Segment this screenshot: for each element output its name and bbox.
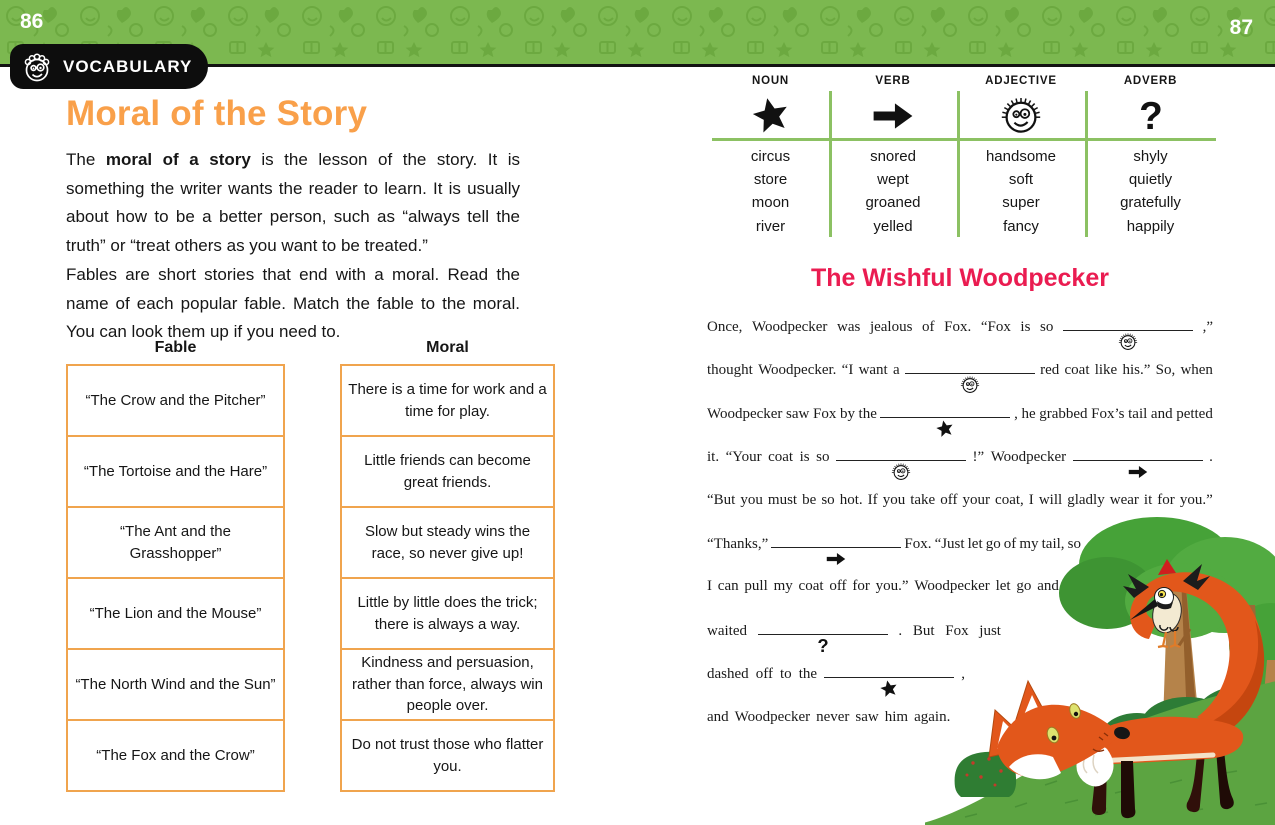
story-word: “But bbox=[707, 491, 736, 508]
intro-lead: The bbox=[66, 150, 106, 169]
story-word: wear bbox=[1109, 491, 1139, 508]
fox-woodpecker-illustration bbox=[925, 505, 1275, 825]
story-word: Fox bbox=[812, 405, 837, 422]
story-word: by bbox=[839, 405, 855, 422]
story-word: can bbox=[717, 578, 739, 595]
smiley-face-icon bbox=[891, 462, 911, 482]
story-word: Woodpecker. bbox=[758, 362, 837, 379]
story-word: Fox. bbox=[944, 319, 972, 335]
word-bank-word: fancy bbox=[1003, 217, 1039, 235]
moral-cell[interactable]: Kindness and persuasion, rather than force, always win people over. bbox=[340, 648, 555, 721]
story-word: just bbox=[979, 622, 1001, 639]
word-bank-word: shyly bbox=[1133, 148, 1168, 165]
story-word: be bbox=[802, 491, 817, 508]
fill-in-blank-verb[interactable] bbox=[771, 535, 901, 548]
story-word: I bbox=[1028, 491, 1034, 508]
story-word: was bbox=[837, 319, 861, 335]
fill-in-blank-adjective[interactable] bbox=[905, 361, 1035, 374]
moral-cell[interactable]: Little friends can become great friends. bbox=[340, 435, 555, 508]
fill-in-blank-adjective[interactable] bbox=[836, 448, 966, 461]
moral-column-header: Moral bbox=[426, 339, 469, 356]
story-word: coat bbox=[1064, 362, 1090, 379]
story-word: my bbox=[1019, 535, 1039, 552]
story-word: for bbox=[1157, 491, 1175, 508]
story-word: take bbox=[910, 491, 936, 508]
story-word: of bbox=[1003, 535, 1017, 552]
story-word: want bbox=[858, 362, 888, 379]
story-word: for bbox=[852, 578, 870, 595]
story-word: Fox. bbox=[904, 535, 932, 552]
story-word: so bbox=[1067, 535, 1081, 552]
story-word: of bbox=[922, 319, 935, 335]
story-word: “I bbox=[841, 362, 854, 379]
story-word: never bbox=[816, 708, 850, 725]
story-word: , bbox=[961, 666, 965, 683]
story-word: “Thanks,” bbox=[707, 535, 769, 552]
word-bank-label: ADVERB bbox=[1123, 75, 1178, 87]
page-number-left: 86 bbox=[20, 10, 44, 33]
question-mark-icon bbox=[1085, 93, 1216, 138]
story-word: again. bbox=[914, 708, 951, 725]
story-word: will bbox=[1038, 491, 1063, 508]
story-word: let bbox=[967, 535, 983, 552]
story-word: Woodpecker bbox=[990, 449, 1067, 466]
word-bank-word: store bbox=[753, 171, 788, 189]
word-bank-word: gratefully bbox=[1120, 194, 1181, 212]
story-word: and bbox=[1150, 405, 1173, 422]
story-line bbox=[707, 405, 1213, 448]
story-word: gladly bbox=[1067, 491, 1105, 508]
story-word: Woodpecker bbox=[914, 578, 990, 595]
story-word: you bbox=[882, 491, 906, 508]
arrow-icon bbox=[1128, 462, 1148, 482]
word-bank-column bbox=[1085, 75, 1216, 238]
page-number-right: 87 bbox=[1229, 16, 1253, 39]
word-bank-word: river bbox=[755, 217, 786, 235]
story-word: “Fox bbox=[980, 319, 1011, 335]
story-line bbox=[707, 708, 951, 752]
svg-text:?: ? bbox=[817, 635, 829, 656]
story-word: Woodpecker bbox=[752, 319, 828, 335]
story-line bbox=[707, 318, 1213, 361]
fable-column bbox=[66, 364, 285, 792]
moral-cell[interactable]: Little by little does the trick; there is always a way. bbox=[340, 577, 555, 650]
story-word: hot. bbox=[839, 491, 863, 508]
story-word: So, bbox=[1155, 362, 1176, 379]
story-word: Woodpecker bbox=[734, 708, 811, 725]
page-right bbox=[650, 0, 1275, 825]
story-word: my bbox=[773, 578, 793, 595]
instructions-paragraph: Fables are short stories that end with a moral. Read the name of each popular fable. Match the fable to the moral. You can look them up if you need to. bbox=[66, 265, 520, 341]
question-mark-icon bbox=[813, 636, 833, 656]
word-bank-word: snored bbox=[870, 148, 916, 165]
moral-cell[interactable]: Slow but steady wins the race, so never give up! bbox=[340, 506, 555, 579]
fable-cell[interactable]: “The Fox and the Crow” bbox=[66, 719, 285, 792]
word-bank-word: super bbox=[1002, 194, 1040, 212]
story-word: your bbox=[962, 491, 990, 508]
word-bank-word: quietly bbox=[1128, 171, 1173, 189]
story-word: is bbox=[799, 449, 810, 466]
story-word: tail, bbox=[1041, 535, 1065, 552]
story-word: jealous bbox=[869, 319, 913, 335]
story-word: red bbox=[1040, 362, 1060, 379]
story-word: you bbox=[740, 491, 763, 508]
vocabulary-badge bbox=[10, 44, 208, 89]
badge-label: VOCABULARY bbox=[63, 56, 193, 76]
fill-in-blank-verb[interactable] bbox=[1073, 448, 1203, 461]
story-word: . bbox=[898, 622, 903, 639]
story-word: , bbox=[1014, 405, 1018, 422]
moral-cell[interactable]: Do not trust those who flatter you. bbox=[340, 719, 555, 792]
intro-paragraph bbox=[66, 146, 520, 260]
moral-cell[interactable]: There is a time for work and a time for play. bbox=[340, 364, 555, 437]
word-bank-word: soft bbox=[1008, 171, 1034, 189]
word-bank-label: VERB bbox=[875, 75, 911, 87]
story-word: the bbox=[798, 666, 818, 683]
fable-cell[interactable]: “The Tortoise and the Hare” bbox=[66, 435, 285, 508]
story-word: it bbox=[1143, 491, 1153, 508]
word-bank-column bbox=[712, 75, 829, 238]
story-word: waited bbox=[707, 622, 747, 639]
story-word: pull bbox=[744, 578, 768, 595]
story-word: to bbox=[780, 666, 792, 683]
arrow-icon bbox=[826, 549, 846, 569]
fable-column-header: Fable bbox=[154, 339, 197, 356]
fable-cell[interactable]: “The North Wind and the Sun” bbox=[66, 648, 285, 721]
word-bank-word: circus bbox=[750, 148, 791, 165]
smiley-face-icon bbox=[1118, 332, 1138, 352]
story-word: he bbox=[1021, 405, 1036, 422]
word-bank-word: happily bbox=[1126, 217, 1175, 235]
fill-in-blank-adjective[interactable] bbox=[1063, 318, 1193, 331]
story-word: tail bbox=[1128, 405, 1148, 422]
story-word: him bbox=[884, 708, 909, 725]
fable-cell[interactable]: “The Crow and the Pitcher” bbox=[66, 364, 285, 437]
story-word: like bbox=[1094, 362, 1118, 379]
story-word: Fox bbox=[945, 622, 969, 639]
story-word: you.” bbox=[875, 578, 909, 595]
story-word: go bbox=[985, 535, 1001, 552]
story-word: If bbox=[867, 491, 878, 508]
kid-face-icon bbox=[20, 50, 54, 84]
fable-cell[interactable]: “The Lion and the Mouse” bbox=[66, 577, 285, 650]
story-word: grabbed bbox=[1039, 405, 1088, 422]
story-word: coat bbox=[768, 449, 794, 466]
word-bank-word: handsome bbox=[985, 148, 1057, 165]
story-word: I bbox=[707, 578, 712, 595]
story-word: off bbox=[829, 578, 847, 595]
word-bank-column bbox=[829, 75, 957, 238]
fill-in-blank-adverb[interactable] bbox=[758, 622, 888, 656]
fill-in-blank-noun[interactable] bbox=[880, 405, 1010, 418]
moral-column bbox=[340, 364, 555, 792]
page-title: Moral of the Story bbox=[66, 94, 368, 133]
word-bank-words bbox=[829, 138, 957, 238]
story-word: coat, bbox=[995, 491, 1024, 508]
story-word: Fox’s bbox=[1091, 405, 1125, 422]
word-bank-divider bbox=[957, 91, 960, 237]
story-word: saw bbox=[786, 405, 810, 422]
story-line bbox=[707, 361, 1213, 404]
story-word: go bbox=[1016, 578, 1032, 595]
story-word: when bbox=[1180, 362, 1213, 379]
word-bank-rule bbox=[712, 138, 1216, 141]
story-word: let bbox=[995, 578, 1011, 595]
story-word: off bbox=[940, 491, 958, 508]
word-bank-words bbox=[957, 138, 1085, 238]
word-bank-label: ADJECTIVE bbox=[985, 75, 1057, 87]
story-word: !” bbox=[972, 449, 985, 466]
story-word: thought bbox=[707, 362, 753, 379]
smiley-face-icon bbox=[957, 93, 1085, 138]
story-word: so bbox=[816, 449, 830, 466]
fable-cell[interactable]: “The Ant and the Grasshopper” bbox=[66, 506, 285, 579]
word-bank-column bbox=[957, 75, 1085, 238]
story-word: so bbox=[1040, 319, 1054, 335]
word-bank-word: moon bbox=[751, 194, 790, 212]
word-bank-divider bbox=[1085, 91, 1088, 237]
story-word: off bbox=[755, 666, 773, 683]
star-icon bbox=[879, 679, 899, 699]
story-word: ,” bbox=[1202, 319, 1213, 335]
story-word: But bbox=[912, 622, 935, 639]
story-word: “Your bbox=[725, 449, 762, 466]
story-line bbox=[707, 448, 1213, 491]
word-bank-word: wept bbox=[877, 171, 909, 189]
story-title: The Wishful Woodpecker bbox=[811, 264, 1109, 292]
word-bank-words bbox=[712, 138, 829, 238]
story-word: “Just bbox=[934, 535, 965, 552]
story-word: coat bbox=[798, 578, 824, 595]
story-word: . bbox=[1209, 449, 1213, 466]
word-bank-words bbox=[1085, 138, 1216, 238]
story-word: saw bbox=[855, 708, 879, 725]
story-word: you.” bbox=[1179, 491, 1213, 508]
svg-text:?: ? bbox=[1138, 94, 1163, 137]
story-word: it. bbox=[707, 449, 720, 466]
star-icon bbox=[935, 419, 955, 439]
intro-bold-term: moral of a story bbox=[105, 150, 251, 169]
arrow-icon bbox=[829, 93, 957, 138]
story-word: the bbox=[858, 405, 877, 422]
story-word: dashed bbox=[707, 666, 749, 683]
story-word: Once, bbox=[707, 319, 743, 335]
story-word: must bbox=[767, 491, 798, 508]
story-word: his.” bbox=[1122, 362, 1151, 379]
word-bank-label: NOUN bbox=[751, 75, 790, 87]
story-word: a bbox=[892, 362, 900, 379]
word-bank-word: yelled bbox=[873, 217, 913, 235]
story-word: so bbox=[821, 491, 835, 508]
story-word: Woodpecker bbox=[707, 405, 783, 422]
star-icon bbox=[712, 93, 829, 138]
smiley-face-icon bbox=[960, 375, 980, 395]
story-word: and bbox=[1037, 578, 1059, 595]
word-bank-table bbox=[712, 75, 1216, 237]
word-bank-divider bbox=[829, 91, 832, 237]
story-word: petted bbox=[1176, 405, 1213, 422]
story-word: and bbox=[707, 708, 729, 725]
intro-rest: is the lesson of the story. It is something the writer wants the reader to learn. It is usually about how to be a better person, such as “always tell the truth” or “treat others as you want to be treated.” bbox=[66, 150, 520, 255]
word-bank-word: groaned bbox=[865, 194, 921, 212]
story-word: is bbox=[1020, 319, 1031, 335]
